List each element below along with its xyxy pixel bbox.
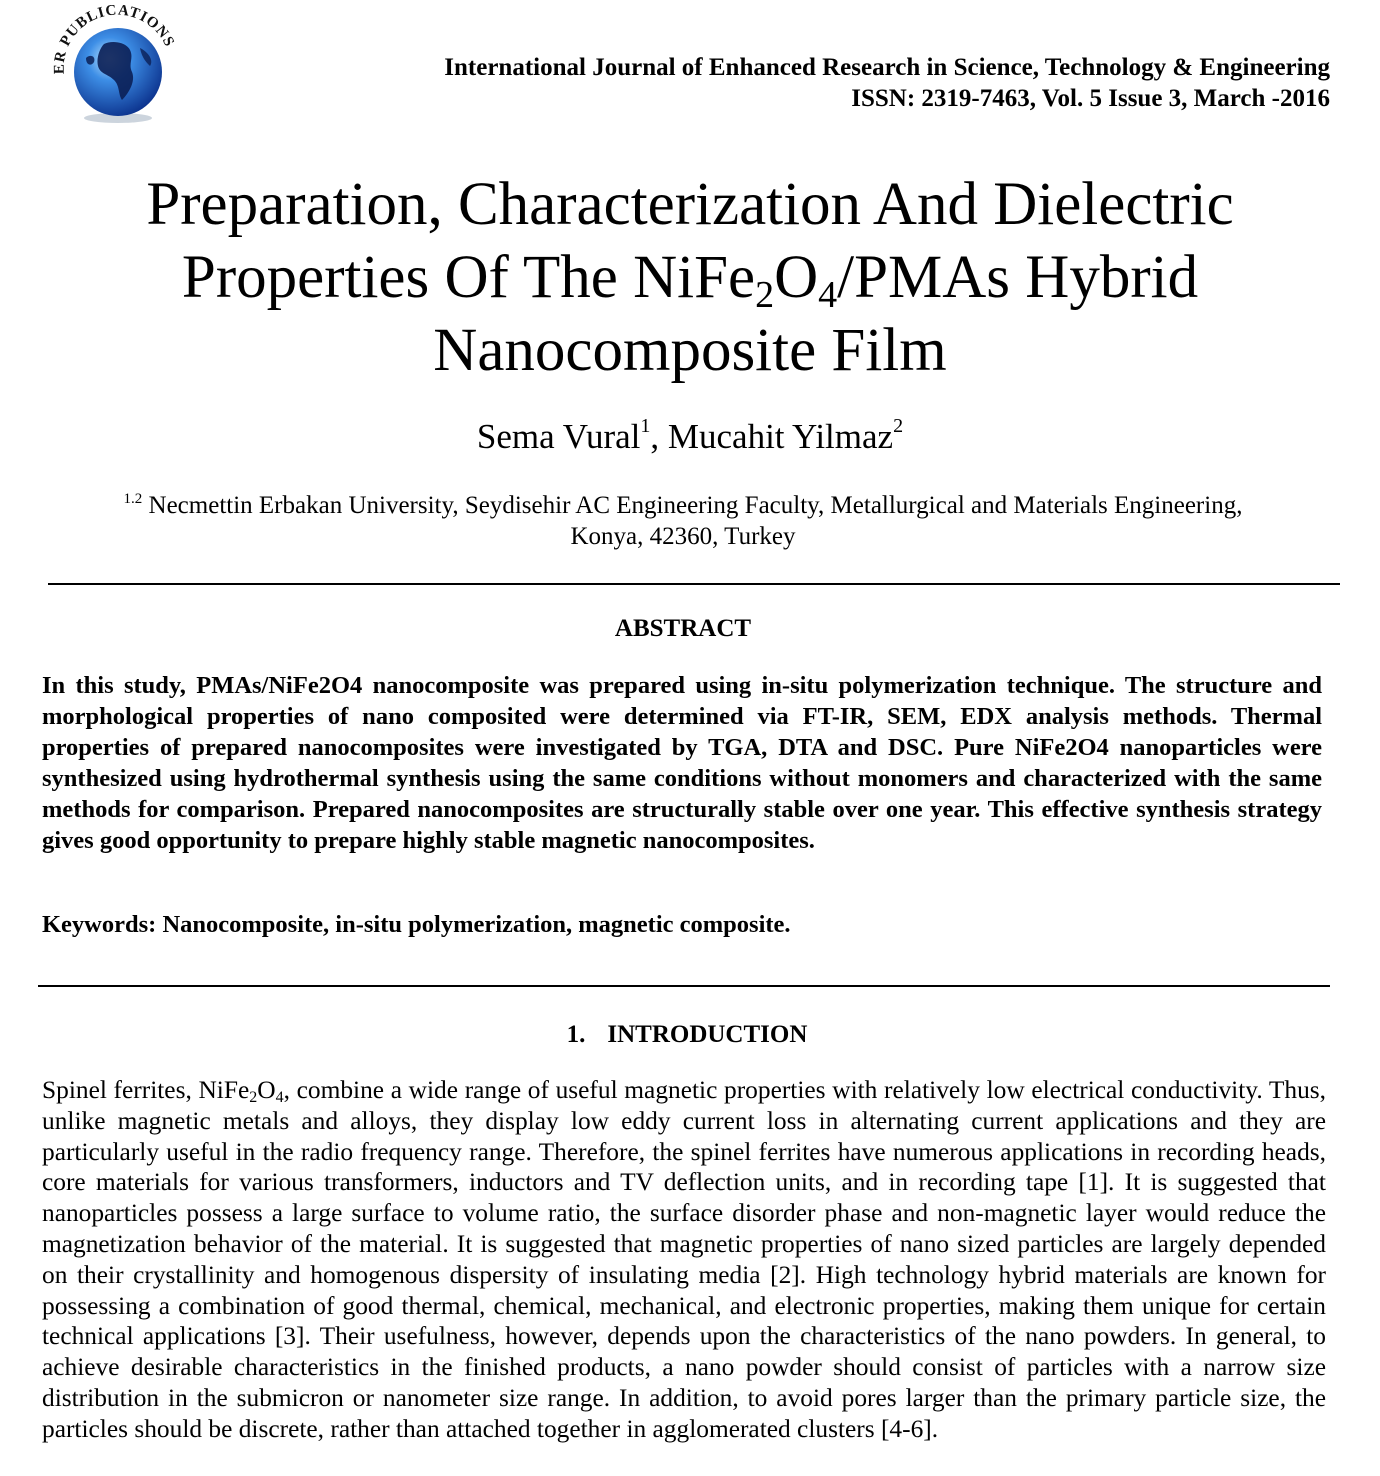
title-text: /PMAs Hybrid bbox=[837, 244, 1199, 311]
issn-line: ISSN: 2319-7463, Vol. 5 Issue 3, March -2016 bbox=[851, 85, 1330, 112]
section-heading bbox=[0, 1019, 1374, 1051]
svg-text:ER PUBLICATIONS: ER PUBLICATIONS bbox=[52, 2, 178, 75]
title-line-2 bbox=[181, 244, 1199, 316]
subscript: 2 bbox=[249, 1089, 258, 1106]
subscript: 4 bbox=[818, 274, 838, 316]
affiliation-line-2: Konya, 42360, Turkey bbox=[570, 523, 796, 550]
title-line-1: Preparation, Characterization And Dielectric bbox=[146, 171, 1234, 238]
author-list bbox=[0, 414, 1380, 460]
body-text: , combine a wide range of useful magnetic properties with relatively low electrical conductivity. Thus, unlike magnetic metals and alloys, they display low eddy current loss in alternating current applications and they are particularly useful in the radio frequency range. Therefore, the spinel ferrites have numerous applications in recording heads, core materials for various transformers, inductors and TV deflection units, and in recording tape [1]. It is suggested that nanoparticles possess a large surface to volume ratio, the surface disorder phase and non-magnetic layer would reduce the magnetization behavior of the material. It is suggested that magnetic properties of nano sized particles are largely depended on their crystallinity and homogenous dispersity of insulating media [2]. High technology hybrid materials are known for possessing a combination of good thermal, chemical, mechanical, and electronic properties, making them unique for certain technical applications [3]. Their usefulness, however, depends upon the characteristics of the nano powders. In general, to achieve desirable characteristics in the finished products, a nano powder should consist of particles with a narrow size distribution in the submicron or nanometer size range. In addition, to avoid pores larger than the primary particle size, the particles should be discrete, rather than attached together in agglomerated clusters [4-6]. bbox=[42, 1076, 1327, 1443]
affiliation-mark: 1.2 bbox=[123, 491, 143, 507]
paper-title bbox=[0, 168, 1380, 387]
journal-header bbox=[444, 52, 1330, 114]
subscript: 2 bbox=[755, 274, 775, 316]
subscript: 4 bbox=[275, 1089, 284, 1106]
affiliation-line-1: Necmettin Erbakan University, Seydisehir AC Engineering Faculty, Metallurgical and Materials Engineering, bbox=[142, 492, 1243, 519]
divider bbox=[48, 583, 1340, 585]
globe-logo-icon bbox=[52, 2, 182, 126]
section-number: 1. bbox=[566, 1021, 586, 1048]
title-text: O bbox=[774, 244, 819, 311]
keywords: Keywords: Nanocomposite, in-situ polymerization, magnetic composite. bbox=[42, 911, 791, 938]
title-text: Properties Of The NiFe bbox=[181, 244, 756, 311]
introduction-text bbox=[42, 1075, 1326, 1445]
divider bbox=[38, 985, 1330, 987]
abstract-text: In this study, PMAs/NiFe2O4 nanocomposite was prepared using in-situ polymerization technique. The structure and morphological properties of nano composited were determined via FT-IR, SEM, EDX analysis methods. Thermal properties of prepared nanocomposites were investigated by TGA, DTA and DSC. Pure NiFe2O4 nanoparticles were synthesized using hydrothermal synthesis using the same conditions without monomers and characterized with the same methods for comparison. Prepared nanocomposites are structurally stable over one year. This effective synthesis strategy gives good opportunity to prepare highly stable magnetic nanocomposites. bbox=[42, 672, 1322, 854]
body-text: O bbox=[257, 1076, 276, 1104]
author-affil-mark: 1 bbox=[640, 415, 651, 437]
author-affil-mark: 2 bbox=[893, 415, 904, 437]
author-name: Sema Vural bbox=[476, 417, 641, 456]
affiliation bbox=[0, 490, 1366, 552]
journal-name: International Journal of Enhanced Research in Science, Technology & Engineering bbox=[444, 54, 1330, 81]
title-line-3: Nanocomposite Film bbox=[433, 317, 947, 384]
author-name: Mucahit Yilmaz bbox=[667, 417, 894, 456]
section-title: INTRODUCTION bbox=[607, 1021, 808, 1048]
abstract-heading: ABSTRACT bbox=[614, 615, 752, 642]
body-text: Spinel ferrites, NiFe bbox=[42, 1076, 250, 1104]
author-separator: , bbox=[650, 417, 668, 456]
publisher-logo bbox=[52, 2, 182, 126]
